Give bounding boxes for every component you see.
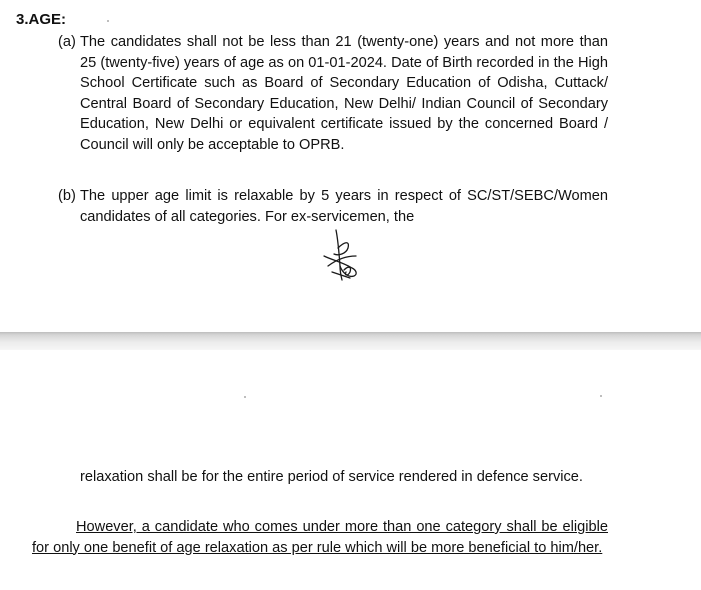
clause-b-text: The upper age limit is relaxable by 5 years in respect of SC/ST/SEBC/Women candidates of all categories. For ex-servicemen, the [80, 188, 608, 225]
handwritten-signature-icon [318, 226, 366, 282]
clause-a [58, 32, 608, 156]
clause-b [58, 186, 608, 227]
relaxation-note: However, a candidate who comes under more than one category shall be eligible for only one benefit of age relaxation as per rule which will be more beneficial to him/her. [32, 519, 608, 556]
clause-a-marker: (a) [58, 34, 76, 50]
clause-b-continued: relaxation shall be for the entire period of service rendered in defence service. [80, 469, 583, 485]
scan-speck [600, 395, 602, 397]
scan-speck [244, 396, 246, 398]
page-break-divider [0, 332, 701, 350]
clause-a-text: The candidates shall not be less than 21 (twenty-one) years and not more than 25 (twenty-five) years of age as on 01-01-2024. Date of Birth recorded in the High School Certificate such as Board of Secondary Education of Odisha, Cuttack/ Central Board of Secondary Education, New Delhi/ Indian Council of Secondary Education, New Delhi or equivalent certificate issued by the concerned Board / Council will only be acceptable to OPRB. [80, 34, 608, 153]
scan-speck [107, 20, 109, 22]
section-heading: 3.AGE: [16, 11, 67, 28]
clause-b-marker: (b) [58, 188, 76, 204]
